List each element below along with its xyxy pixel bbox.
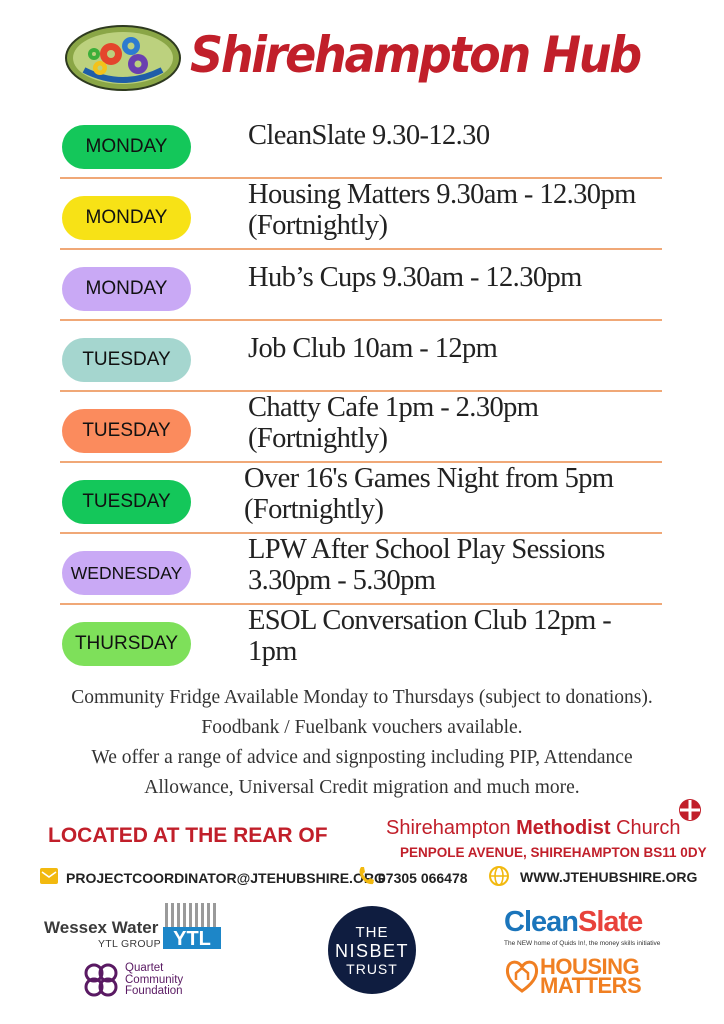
info-line: We offer a range of advice and signposting including PIP, Attendance xyxy=(91,747,633,768)
housing-matters-logo: HOUSING MATTERS xyxy=(540,954,642,998)
day-badge: WEDNESDAY xyxy=(62,551,191,595)
activity-text: ESOL Conversation Club 12pm - 1pm xyxy=(248,605,612,667)
day-badge: MONDAY xyxy=(62,267,191,311)
activity-text: Over 16's Games Night from 5pm (Fortnightly) xyxy=(244,463,614,525)
email-link[interactable]: PROJECTCOORDINATOR@JTEHUBSHIRE.ORG xyxy=(66,870,385,886)
ytl-logo-text: YTL xyxy=(173,928,211,949)
cleanslate-tagline: The NEW home of Quids In!, the money skills initiative xyxy=(504,940,661,947)
schedule-row xyxy=(60,461,662,534)
info-paragraph xyxy=(40,683,684,803)
schedule-row xyxy=(60,603,662,674)
day-badge: TUESDAY xyxy=(62,480,191,524)
activity-text: LPW After School Play Sessions 3.30pm - 5.30pm xyxy=(248,534,605,596)
website-link[interactable]: WWW.JTEHUBSHIRE.ORG xyxy=(520,869,698,885)
activity-text: Hub’s Cups 9.30am - 12.30pm xyxy=(248,262,582,293)
ytl-group-label: YTL GROUP xyxy=(98,938,161,950)
church-cross-icon xyxy=(678,798,702,822)
schedule-row xyxy=(60,390,662,463)
mail-icon xyxy=(40,868,58,884)
activity-text: CleanSlate 9.30-12.30 xyxy=(248,120,490,151)
activity-text: Housing Matters 9.30am - 12.30pm (Fortnightly) xyxy=(248,179,636,241)
quartet-logo-icon xyxy=(82,961,120,999)
location-label: LOCATED AT THE REAR OF xyxy=(48,824,328,847)
day-badge: TUESDAY xyxy=(62,409,191,453)
day-badge: MONDAY xyxy=(62,196,191,240)
info-line: Foodbank / Fuelbank vouchers available. xyxy=(201,717,523,738)
day-badge: MONDAY xyxy=(62,125,191,169)
ytl-logo-icon xyxy=(163,903,221,949)
gears-logo-icon xyxy=(64,24,182,92)
church-address: PENPOLE AVENUE, SHIREHAMPTON BS11 0DY xyxy=(400,845,707,860)
day-badge: THURSDAY xyxy=(62,622,191,666)
phone-icon xyxy=(358,866,374,886)
schedule-row xyxy=(60,532,662,605)
wessex-water-logo: Wessex Water xyxy=(44,918,159,937)
activity-text: Job Club 10am - 12pm xyxy=(248,333,498,364)
nisbet-trust-logo: THE NISBET TRUST xyxy=(328,906,416,994)
info-line: Allowance, Universal Credit migration and much more. xyxy=(144,777,580,798)
schedule-row xyxy=(60,106,662,179)
page-title: Shirehampton Hub xyxy=(190,26,640,84)
quartet-foundation-label: Quartet Community Foundation xyxy=(125,962,184,997)
church-name: Shirehampton Methodist Church xyxy=(386,817,681,839)
schedule-row xyxy=(60,319,662,392)
phone-link[interactable]: 07305 066478 xyxy=(378,870,468,886)
activity-text: Chatty Cafe 1pm - 2.30pm (Fortnightly) xyxy=(248,392,539,454)
day-badge: TUESDAY xyxy=(62,338,191,382)
schedule-row xyxy=(60,248,662,321)
info-line: Community Fridge Available Monday to Thursdays (subject to donations). xyxy=(71,687,653,708)
heart-house-icon xyxy=(505,958,539,994)
globe-icon xyxy=(489,866,509,886)
cleanslate-logo: CleanSlate xyxy=(504,906,643,938)
schedule-row xyxy=(60,177,662,250)
